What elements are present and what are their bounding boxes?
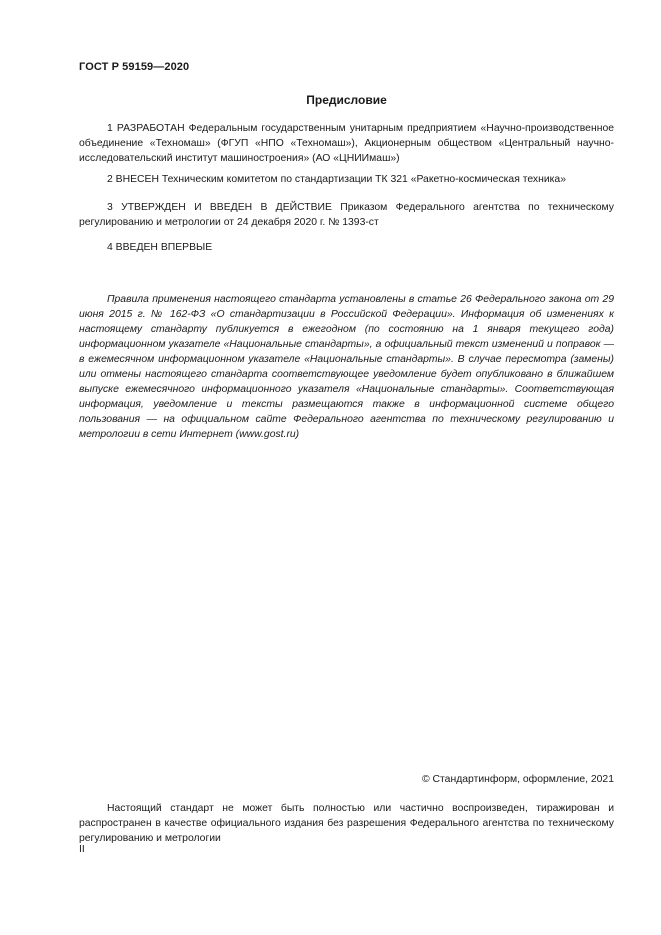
paragraph-approved: 3 УТВЕРЖДЕН И ВВЕДЕН В ДЕЙСТВИЕ Приказом Федерального агентства по техническому регулированию и метрологии от 24 декабря 2020 г. № 1393-ст	[79, 202, 614, 228]
page-number: II	[79, 844, 85, 855]
paragraph-developed-by: 1 РАЗРАБОТАН Федеральным государственным унитарным предприятием «Научно-производственное объединение «Техномаш» (ФГУП «НПО «Техномаш»), Акционерным обществом «Центральный научно-исследовательский институт машиностроения» (АО «ЦНИИмаш»)	[79, 123, 614, 164]
paragraph-first-introduced: 4 ВВЕДЕН ВПЕРВЫЕ	[107, 242, 213, 253]
copyright-line: © Стандартинформ, оформление, 2021	[421, 774, 614, 785]
standard-code-header: ГОСТ Р 59159—2020	[79, 61, 190, 73]
reproduction-notice: Настоящий стандарт не может быть полностью или частично воспроизведен, тиражирован и распространен в качестве официального издания без разрешения Федерального агентства по техническому регулированию и метрологии	[79, 803, 614, 844]
application-rules-notice: Правила применения настоящего стандарта установлены в статье 26 Федерального закона от 29 июня 2015 г. № 162-ФЗ «О стандартизации в Российской Федерации». Информация об изменениях к настоящему стандарту публикуется в ежегодном (по состоянию на 1 января текущего года) информационном указателе «Национальные стандарты», а официальный текст изменений и поправок — в ежемесячном информационном указателе «Национальные стандарты». В случае пересмотра (замены) или отмены настоящего стандарта соответствующее уведомление будет опубликовано в ближайшем выпуске ежемесячного информационного указателя «Национальные стандарты». Соответствующая информация, уведомление и тексты размещаются также в информационной системе общего пользования — на официальном сайте Федерального агентства по техническому регулированию и метрологии в сети Интернет (www.gost.ru)	[79, 294, 614, 440]
paragraph-submitted-by: 2 ВНЕСЕН Техническим комитетом по стандартизации ТК 321 «Ракетно-космическая техника»	[107, 174, 566, 185]
section-title: Предисловие	[306, 93, 387, 107]
